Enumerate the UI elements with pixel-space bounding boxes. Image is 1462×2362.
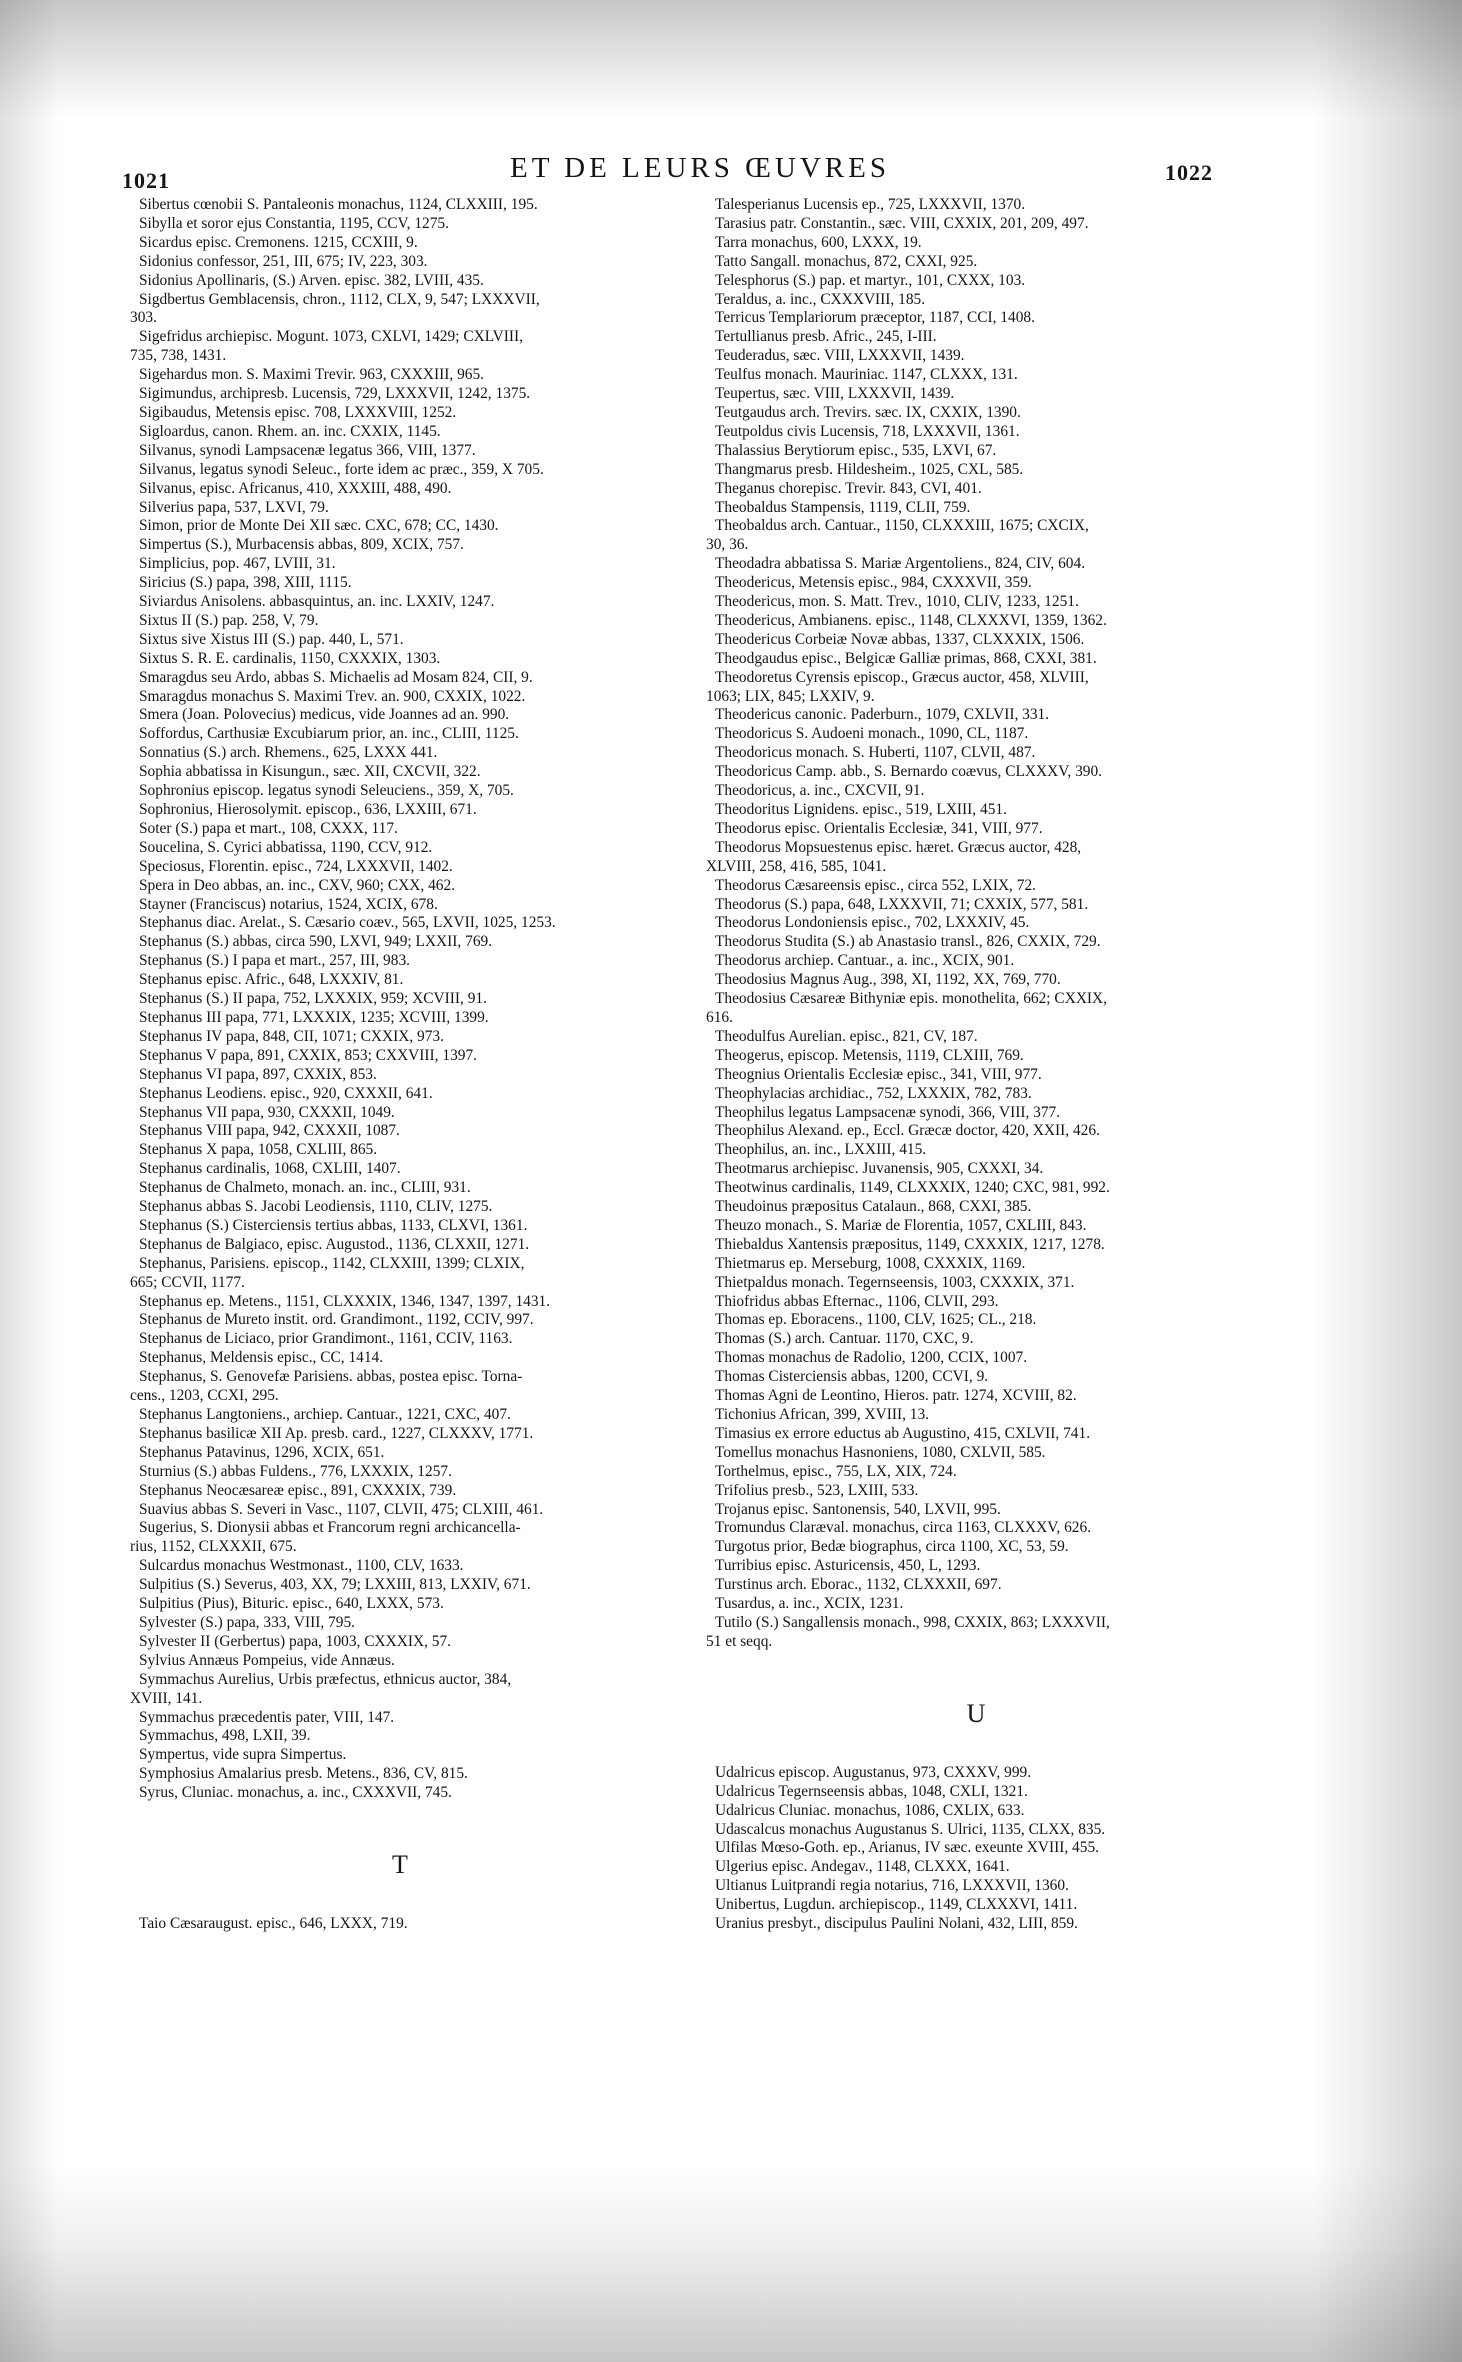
index-entry: Simplicius, pop. 467, LVIII, 31. [139,555,336,573]
index-entry: Soter (S.) papa et mart., 108, CXXX, 117. [139,819,398,837]
index-entry: Theobaldus arch. Cantuar., 1150, CLXXXIII, 1675; CXCIX, [715,517,1089,535]
index-entry: Sixtus II (S.) pap. 258, V, 79. [139,611,319,629]
index-entry: Tichonius African, 399, XVIII, 13. [715,1406,930,1423]
index-entry: Theophilus, an. inc., LXXIII, 415. [715,1141,927,1159]
index-entry: Sylvester II (Gerbertus) papa, 1003, CXXXIX, 57. [139,1632,452,1650]
index-entry: Teutpoldus civis Lucensis, 718, LXXXVII, 1361. [715,422,1020,440]
index-entry: Stephanus abbas S. Jacobi Leodiensis, 1110, CLIV, 1275. [139,1198,493,1216]
index-entry: Theodoretus Cyrensis episcop., Græcus auctor, 458, XLVIII, [715,668,1089,686]
index-entry: Thalassius Berytiorum episc., 535, LXVI, 67. [715,441,997,459]
index-entry: Unibertus, Lugdun. archiepiscop., 1149, CLXXXVI, 1411. [715,1896,1078,1914]
section-spacer [130,1905,670,1915]
index-entry: Theodericus, mon. S. Matt. Trev., 1010, CLIV, 1233, 1251. [715,593,1079,611]
scan-shadow-top [0,0,1462,120]
index-entry: Terricus Templariorum præceptor, 1187, CCI, 1408. [715,309,1035,327]
index-entry: Sylvius Annæus Pompeius, vide Annæus. [139,1651,395,1669]
index-entry: Talesperianus Lucensis ep., 725, LXXXVII, 1370. [715,196,1026,213]
index-entry: Theodorus episc. Orientalis Ecclesiæ, 341, VIII, 977. [715,819,1043,837]
index-entry: Silverius papa, 537, LXVI, 79. [139,498,329,516]
section-letter: U [966,1698,986,1728]
index-entry: Sympertus, vide supra Simpertus. [139,1746,347,1764]
index-entry: Simpertus (S.), Murbacensis abbas, 809, XCIX, 757. [139,536,464,554]
index-entry-continuation: 735, 738, 1431. [130,347,227,365]
section-spacer [130,1803,670,1825]
index-entry: Sigimundus, archipresb. Lucensis, 729, LXXXVII, 1242, 1375. [139,385,531,403]
index-entry: Stephanus IV papa, 848, CII, 1071; CXXIX, 973. [139,1027,444,1045]
index-entry: Ulfilas Mœso-Goth. ep., Arianus, IV sæc. exeunte XVIII, 455. [715,1839,1099,1857]
index-entry-continuation: 1063; LIX, 845; LXXIV, 9. [706,687,875,705]
index-entry: Silvanus, episc. Africanus, 410, XXXIII, 488, 490. [139,479,452,497]
index-entry-continuation: XLVIII, 258, 416, 585, 1041. [706,857,887,875]
index-entry: Theodoricus monach. S. Huberti, 1107, CLVII, 487. [715,744,1036,762]
index-entry: Theogerus, episcop. Metensis, 1119, CLXIII, 769. [715,1046,1024,1064]
index-entry: Symmachus præcedentis pater, VIII, 147. [139,1708,395,1726]
index-entry: Stephanus Langtoniens., archiep. Cantuar., 1221, CXC, 407. [139,1406,511,1423]
index-entry: Stephanus Neocæsareæ episc., 891, CXXXIX, 739. [139,1481,457,1499]
index-entry: Sulcardus monachus Westmonast., 1100, CLV, 1633. [139,1557,464,1575]
index-entry: Stephanus VIII papa, 942, CXXXII, 1087. [139,1122,400,1140]
index-entry: Thomas Agni de Leontino, Hieros. patr. 1274, XCVIII, 82. [715,1387,1077,1405]
index-entry: Stephanus de Chalmeto, monach. an. inc., CLIII, 931. [139,1179,471,1197]
section-spacer [706,1754,1246,1764]
index-entry: Stephanus basilicæ XII Ap. presb. card., 1227, CLXXXV, 1771. [139,1424,534,1442]
index-entry: Sophronius, Hierosolymit. episcop., 636, LXXIII, 671. [139,801,477,818]
index-entry: Theuzo monach., S. Mariæ de Florentia, 1057, CXLIII, 843. [715,1216,1087,1234]
index-entry: Stephanus de Balgiaco, episc. Augustod., 1136, CLXXII, 1271. [139,1235,530,1253]
index-entry: Theodorus Cæsareensis episc., circa 552, LXIX, 72. [715,876,1036,894]
index-entry: Tusardus, a. inc., XCIX, 1231. [715,1595,904,1613]
index-column-right [706,196,1246,1934]
index-entry: Theodadra abbatissa S. Mariæ Argentoliens., 824, CIV, 604. [715,555,1086,573]
index-entry: Stephanus Leodiens. episc., 920, CXXXII, 641. [139,1084,433,1102]
index-entry: Theognius Orientalis Ecclesiæ episc., 341, VIII, 977. [715,1065,1042,1083]
index-entry: Udalricus Cluniac. monachus, 1086, CXLIX, 633. [715,1801,1025,1819]
index-entry: Sidonius confessor, 251, III, 675; IV, 223, 303. [139,252,428,270]
index-entry: Tarasius patr. Constantin., sæc. VIII, CXXIX, 201, 209, 497. [715,214,1089,232]
index-entry: Sigloardus, canon. Rhem. an. inc. CXXIX, 1145. [139,422,441,440]
index-entry: Stephanus, S. Genovefæ Parisiens. abbas, postea episc. Torna- [139,1368,523,1386]
index-entry: Silvanus, synodi Lampsacenæ legatus 366, VIII, 1377. [139,441,476,459]
index-entry: Tertullianus presb. Afric., 245, I-III. [715,328,937,346]
page-number-right: 1022 [1165,160,1213,185]
index-entry: Thomas ep. Eboracens., 1100, CLV, 1625; CL., 218. [715,1311,1037,1329]
index-entry: Smaragdus seu Ardo, abbas S. Michaelis ad Mosam 824, CII, 9. [139,668,533,686]
index-entry: Sophronius episcop. legatus synodi Seleuciens., 359, X, 705. [139,782,514,800]
index-entry-continuation: 51 et seqq. [706,1632,773,1650]
index-entry-continuation: 665; CCVII, 1177. [130,1273,245,1291]
index-entry: Ultianus Luitprandi regia notarius, 716, LXXXVII, 1360. [715,1877,1069,1895]
index-entry: Stephanus episc. Afric., 648, LXXXIV, 81. [139,971,404,989]
index-entry: Theganus chorepisc. Trevir. 843, CVI, 401. [715,479,982,497]
index-entry: Stephanus de Mureto instit. ord. Grandimont., 1192, CCIV, 997. [139,1311,534,1329]
index-entry: Stephanus (S.) II papa, 752, LXXXIX, 959; XCVIII, 91. [139,990,487,1008]
index-entry: Thangmarus presb. Hildesheim., 1025, CXL, 585. [715,460,1024,478]
index-entry: Theodoricus S. Audoeni monach., 1090, CL, 1187. [715,725,1029,743]
index-entry: Sulpitius (S.) Severus, 403, XX, 79; LXXIII, 813, LXXIV, 671. [139,1576,531,1594]
index-entry: Udascalcus monachus Augustanus S. Ulrici, 1135, CLXX, 835. [715,1820,1106,1838]
index-entry: Sixtus sive Xistus III (S.) pap. 440, L, 571. [139,630,404,648]
index-entry: Siricius (S.) papa, 398, XIII, 1115. [139,574,352,592]
index-entry: Trojanus episc. Santonensis, 540, LXVII, 995. [715,1500,1001,1518]
index-entry: Silvanus, legatus synodi Seleuc., forte idem ac præc., 359, X 705. [139,460,544,478]
index-entry: Trifolius presb., 523, LXIII, 533. [715,1481,919,1499]
index-entry: Udalricus Tegernseensis abbas, 1048, CXLI, 1321. [715,1782,1028,1800]
index-entry: Theodorus archiep. Cantuar., a. inc., XCIX, 901. [715,952,1015,970]
index-entry: Turgotus prior, Bedæ biographus, circa 1100, XC, 53, 59. [715,1538,1069,1556]
index-entry: Sulpitius (Pius), Bituric. episc., 640, LXXX, 573. [139,1595,444,1613]
index-entry: Thiofridus abbas Efternac., 1106, CLVII, 293. [715,1292,999,1310]
index-entry: Sophia abbatissa in Kisungun., sæc. XII, CXCVII, 322. [139,763,481,781]
index-column-left [130,196,670,1934]
index-entry: Theodorus Londoniensis episc., 702, LXXXIV, 45. [715,914,1030,932]
index-entry: Symmachus Aurelius, Urbis præfectus, ethnicus auctor, 384, [139,1670,512,1688]
index-entry-continuation: cens., 1203, CCXI, 295. [130,1387,279,1405]
index-entry: Turstinus arch. Eborac., 1132, CLXXXII, 697. [715,1576,1002,1594]
index-entry: Teulfus monach. Mauriniac. 1147, CLXXX, 131. [715,366,1018,384]
index-entry: Theotmarus archiepisc. Juvanensis, 905, CXXXI, 34. [715,1160,1044,1178]
index-entry: Stephanus de Liciaco, prior Grandimont., 1161, CCIV, 1163. [139,1330,513,1348]
index-entry: Sigdbertus Gemblacensis, chron., 1112, CLX, 9, 547; LXXXVII, [139,290,540,308]
index-entry: Timasius ex errore eductus ab Augustino, 415, CXLVII, 741. [715,1424,1091,1442]
index-entry: Stephanus, Parisiens. episcop., 1142, CLXXIII, 1399; CLXIX, [139,1254,525,1272]
index-entry: Theodulfus Aurelian. episc., 821, CV, 187. [715,1027,978,1045]
index-entry: Smera (Joan. Polovecius) medicus, vide Joannes ad an. 990. [139,706,510,724]
running-title: ET DE LEURS ŒUVRES [509,152,890,184]
index-entry: Theodoricus, a. inc., CXCVII, 91. [715,782,925,800]
index-entry: Thomas (S.) arch. Cantuar. 1170, CXC, 9. [715,1330,974,1348]
index-entry: Spera in Deo abbas, an. inc., CXV, 960; CXX, 462. [139,876,456,894]
index-entry-continuation: XVIII, 141. [130,1689,203,1707]
index-entry: Symphosius Amalarius presb. Metens., 836, CV, 815. [139,1765,468,1783]
index-entry: Theodosius Magnus Aug., 398, XI, 1192, XX, 769, 770. [715,971,1061,989]
index-entry: Smaragdus monachus S. Maximi Trev. an. 900, CXXIX, 1022. [139,687,526,705]
index-entry-continuation: 616. [706,1008,733,1026]
index-entry: Theophilus legatus Lampsacenæ synodi, 366, VIII, 377. [715,1103,1061,1121]
index-entry: Tutilo (S.) Sangallensis monach., 998, CXXIX, 863; LXXXVII, [715,1613,1110,1631]
index-entry: Sicardus episc. Cremonens. 1215, CCXIII, 9. [139,233,418,251]
index-entry: Theodoricus Camp. abb., S. Bernardo coævus, CLXXXV, 390. [715,763,1103,781]
index-entry: Thomas Cisterciensis abbas, 1200, CCVI, 9. [715,1368,989,1386]
index-entry-continuation: 303. [130,309,157,327]
index-entry: Stephanus ep. Metens., 1151, CLXXXIX, 1346, 1347, 1397, 1431. [139,1292,551,1310]
index-entry: Sigibaudus, Metensis episc. 708, LXXXVIII, 1252. [139,403,457,421]
index-entry: Sibylla et soror ejus Constantia, 1195, CCV, 1275. [139,214,449,232]
index-entry: Thietmarus ep. Merseburg, 1008, CXXXIX, 1169. [715,1254,1026,1272]
index-entry: Theodorus Studita (S.) ab Anastasio transl., 826, CXXIX, 729. [715,933,1101,951]
index-entry: Tarra monachus, 600, LXXX, 19. [715,233,922,251]
index-entry: Theodorus (S.) papa, 648, LXXXVII, 71; CXXIX, 577, 581. [715,895,1089,913]
index-entry: Teutgaudus arch. Trevirs. sæc. IX, CXXIX, 1390. [715,403,1021,421]
index-entry: Stephanus III papa, 771, LXXXIX, 1235; XCVIII, 1399. [139,1008,489,1026]
scan-shadow-bottom [0,2162,1462,2362]
index-entry: Stayner (Franciscus) notarius, 1524, XCIX, 678. [139,895,438,913]
index-entry: Theodericus canonic. Paderburn., 1079, CXLVII, 331. [715,706,1050,724]
page-number-left: 1021 [122,168,170,193]
index-entry: Sibertus cœnobii S. Pantaleonis monachus, 1124, CLXXIII, 195. [139,196,538,213]
index-entry: Tromundus Claræval. monachus, circa 1163, CLXXXV, 626. [715,1519,1092,1537]
index-entry: Torthelmus, episc., 755, LX, XIX, 724. [715,1462,957,1480]
index-entry: Stephanus X papa, 1058, CXLIII, 865. [139,1141,378,1159]
index-entry: Speciosus, Florentin. episc., 724, LXXXVII, 1402. [139,857,453,875]
index-entry: Sonnatius (S.) arch. Rhemens., 625, LXXX 441. [139,744,438,762]
index-entry: Stephanus diac. Arelat., S. Cæsario coæv., 565, LXVII, 1025, 1253. [139,914,556,932]
scan-shadow-right [1312,0,1462,2362]
index-entry: Siviardus Anisolens. abbasquintus, an. inc. LXXIV, 1247. [139,593,495,611]
index-entry: Stephanus Patavinus, 1296, XCIX, 651. [139,1443,385,1461]
index-entry: Sigehardus mon. S. Maximi Trevir. 963, CXXXIII, 965. [139,366,485,384]
index-entry: Stephanus VI papa, 897, CXXIX, 853. [139,1065,377,1083]
index-entry: Sigefridus archiepisc. Mogunt. 1073, CXLVI, 1429; CXLVIII, [139,328,524,346]
index-entry: Taio Cæsaraugust. episc., 646, LXXX, 719. [139,1915,408,1933]
index-entry: Syrus, Cluniac. monachus, a. inc., CXXXVII, 745. [139,1784,452,1802]
index-entry: Stephanus VII papa, 930, CXXXII, 1049. [139,1103,395,1121]
index-entry: Theodoritus Lignidens. episc., 519, LXIII, 451. [715,801,1007,818]
index-entry: Symmachus, 498, LXII, 39. [139,1727,311,1745]
index-entry: Theophilus Alexand. ep., Eccl. Græcæ doctor, 420, XXII, 426. [715,1122,1100,1140]
index-entry: Theophylacias archidiac., 752, LXXXIX, 782, 783. [715,1084,1032,1102]
index-entry: Udalricus episcop. Augustanus, 973, CXXXV, 999. [715,1763,1032,1781]
index-entry: Theotwinus cardinalis, 1149, CLXXXIX, 1240; CXC, 981, 992. [715,1179,1110,1197]
index-entry: Thomas monachus de Radolio, 1200, CCIX, 1007. [715,1349,1028,1367]
index-entry: Ulgerius episc. Andegav., 1148, CLXXX, 1641. [715,1858,1010,1876]
index-entry: Sturnius (S.) abbas Fuldens., 776, LXXXIX, 1257. [139,1462,452,1480]
index-entry: Stephanus (S.) abbas, circa 590, LXVI, 949; LXXII, 769. [139,933,493,951]
index-entry: Uranius presbyt., discipulus Paulini Nolani, 432, LIII, 859. [715,1915,1078,1933]
index-entry: Theodosius Cæsareæ Bithyniæ epis. monothelita, 662; CXXIX, [715,990,1108,1008]
index-entry: Sixtus S. R. E. cardinalis, 1150, CXXXIX, 1303. [139,649,441,667]
index-entry: Theudoinus præpositus Catalaun., 868, CXXI, 385. [715,1198,1032,1216]
index-entry: Soffordus, Carthusiæ Excubiarum prior, an. inc., CLIII, 1125. [139,725,519,743]
index-entry: Sugerius, S. Dionysii abbas et Francorum regni archicancella- [139,1519,521,1537]
index-entry: Tomellus monachus Hasnoniens, 1080, CXLVII, 585. [715,1443,1046,1461]
index-entry: Stephanus V papa, 891, CXXIX, 853; CXXVIII, 1397. [139,1046,477,1064]
index-entry: Teuderadus, sæc. VIII, LXXXVII, 1439. [715,347,965,365]
index-entry: Soucelina, S. Cyrici abbatissa, 1190, CCV, 912. [139,838,433,856]
index-entry: Teraldus, a. inc., CXXXVIII, 185. [715,290,926,308]
index-entry: Theodericus Corbeiæ Novæ abbas, 1337, CLXXXIX, 1506. [715,630,1085,648]
index-entry: Stephanus (S.) Cisterciensis tertius abbas, 1133, CLXVI, 1361. [139,1216,528,1234]
index-entry: Stephanus cardinalis, 1068, CXLIII, 1407. [139,1160,401,1178]
index-entry: Sylvester (S.) papa, 333, VIII, 795. [139,1613,356,1631]
index-entry: Theobaldus Stampensis, 1119, CLII, 759. [715,498,971,516]
index-entry-continuation: rius, 1152, CLXXXII, 675. [130,1538,297,1556]
section-spacer [706,1652,1246,1674]
index-entry: Teupertus, sæc. VIII, LXXXVII, 1439. [715,385,955,403]
index-entry: Theodgaudus episc., Belgicæ Galliæ primas, 868, CXXI, 381. [715,649,1097,667]
index-entry: Theodericus, Ambianens. episc., 1148, CLXXXVI, 1359, 1362. [715,611,1107,629]
index-entry: Simon, prior de Monte Dei XII sæc. CXC, 678; CC, 1430. [139,517,499,535]
index-entry: Thiebaldus Xantensis præpositus, 1149, CXXXIX, 1217, 1278. [715,1235,1105,1253]
index-entry: Tatto Sangall. monachus, 872, CXXI, 925. [715,252,978,270]
index-entry: Sidonius Apollinaris, (S.) Arven. episc. 382, LVIII, 435. [139,271,484,289]
index-entry: Thietpaldus monach. Tegernseensis, 1003, CXXXIX, 371. [715,1273,1075,1291]
index-entry: Suavius abbas S. Severi in Vasc., 1107, CLVII, 475; CLXIII, 461. [139,1500,544,1518]
section-letter: T [392,1850,408,1880]
index-entry: Telesphorus (S.) pap. et martyr., 101, CXXX, 103. [715,271,1026,289]
index-entry: Theodorus Mopsuestenus episc. hæret. Græcus auctor, 428, [715,838,1082,856]
index-entry: Stephanus, Meldensis episc., CC, 1414. [139,1349,384,1367]
index-entry: Stephanus (S.) I papa et mart., 257, III, 983. [139,952,410,970]
scan-shadow-left [0,0,60,2362]
index-entry-continuation: 30, 36. [706,536,749,554]
index-entry: Turribius episc. Asturicensis, 450, L, 1293. [715,1557,981,1575]
index-entry: Theodericus, Metensis episc., 984, CXXXVII, 359. [715,574,1032,592]
